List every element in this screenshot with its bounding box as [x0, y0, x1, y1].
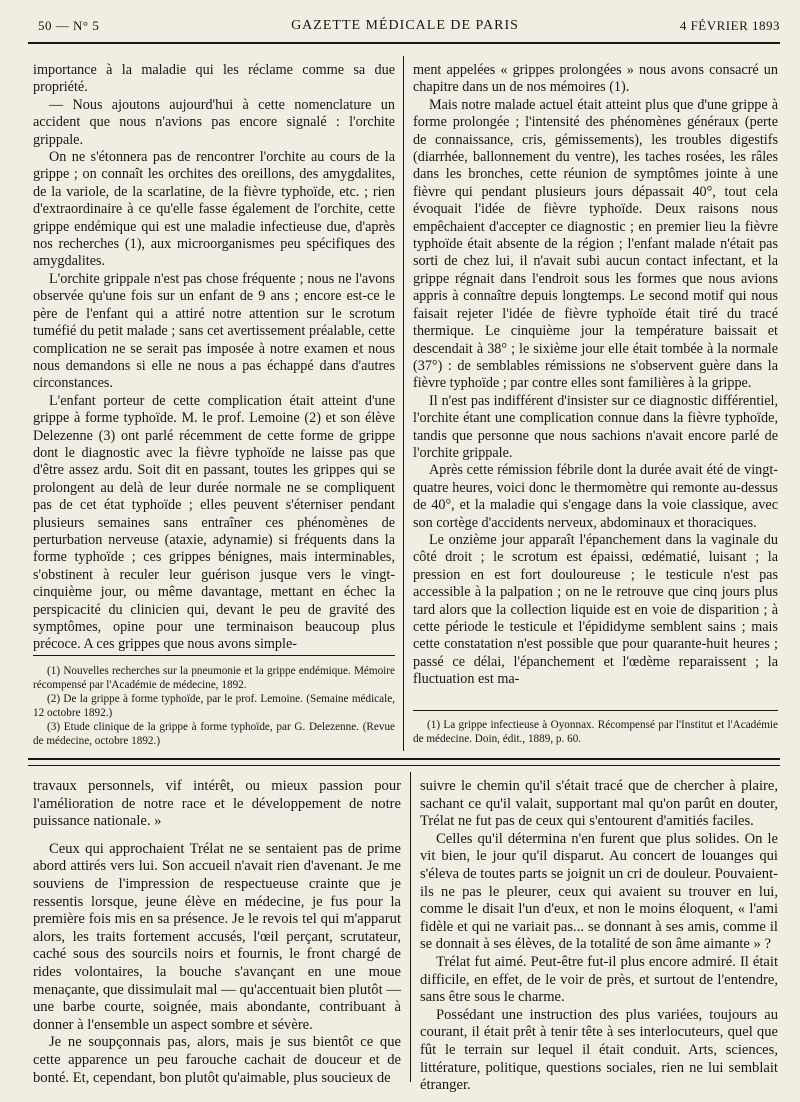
footnote: (2) De la grippe à forme typhoïde, par le prof. Lemoine. (Semaine médicale, 12 octobre 1892.) [33, 693, 395, 719]
paragraph: L'orchite grippale n'est pas chose fréquente ; nous ne l'avons observée qu'une fois sur un enfant de 9 ans ; encore est-ce le père de l'enfant qui a attiré notre attention sur le scrotum tuméfié du petit malade ; sans cet avertissement préalable, cette complication ne se serait pas imposée à notre examen et nous nous demandons si elle ne nous a pas échappé dans d'autres circonstances. [33, 270, 395, 392]
footnote: (1) Nouvelles recherches sur la pneumonie et la grippe endémique. Mémoire récompensé par l'Académie de médecine, 1892. [33, 665, 395, 691]
journal-title: GAZETTE MÉDICALE DE PARIS [291, 18, 519, 33]
column-divider [410, 772, 411, 1082]
paragraph: Possédant une instruction des plus variées, toujours au courant, il était prêt à tenir tête à ses interlocuteurs, quel que fût le terrain sur lequel il était conduit. Arts, sciences, littérature, politique, questions sociales, rien ne lui semblait étranger. [420, 1006, 778, 1094]
paragraph: importance à la maladie qui les réclame comme sa due propriété. [33, 62, 395, 96]
paragraph: — Nous ajoutons aujourd'hui à cette nomenclature un accident que nous n'avions pas encore signalé : l'orchite grippale. [33, 96, 395, 148]
bottom-right-column [420, 778, 778, 1095]
footnote: (3) Etude clinique de la grippe à forme typhoïde, par G. Delezenne. (Revue de médecine, octobre 1892.) [33, 721, 395, 747]
top-right-column [413, 62, 778, 689]
paragraph: suivre le chemin qu'il s'était tracé que de chercher à plaire, sachant ce qu'il valait, supportant mal qu'on parût en douter, Trélat ne fut pas de ceux qui s'entourent d'amitiés faciles. [420, 778, 778, 830]
top-left-column [33, 62, 395, 654]
footnote: (1) La grippe infectieuse à Oyonnax. Récompensé par l'Institut et l'Académie de médecine. Doin, édit., 1889, p. 60. [413, 719, 778, 745]
paragraph: Celles qu'il détermina n'en furent que plus solides. On le vit bien, le jour qu'il disparut. Au concert de louanges qui s'éleva de toutes parts se joignit un cri de douleur. Pouvaient-ils ne pas le pleurer, ceux qui avaient su trouver en lui, comme le disait l'un d'eux, et non le moins éloquent, « l'ami fidèle et qui ne variait pas... se donnant à ses amis, comme il se donnait à ses élèves, de la totalité de son âme aimante » ? [420, 830, 778, 953]
top-right-footnotes [413, 718, 778, 746]
paragraph: On ne s'étonnera pas de rencontrer l'orchite au cours de la grippe ; on connaît les orchites des oreillons, des amygdalites, de la variole, de la scarlatine, de la fièvre typhoïde, etc. ; rien d'extraordinaire à ce qu'elle fasse également de l'orchite, cette grippe endémique qui est une maladie infectieuse due, d'après nos recherches (1), aux microorganismes peu spécifiques des amygdalites. [33, 149, 395, 270]
paragraph: travaux personnels, vif intérêt, ou mieux passion pour l'amélioration de notre race et le développement de notre puissance nationale. » [33, 778, 401, 830]
header-rule [28, 42, 780, 44]
footnote-rule [413, 710, 778, 711]
top-left-footnotes [33, 664, 395, 748]
section-rule [28, 758, 780, 760]
running-header [30, 16, 780, 42]
issue-date: 4 FÉVRIER 1893 [679, 18, 780, 33]
paragraph: Le onzième jour apparaît l'épanchement dans la vaginale du côté droit ; le scrotum est épaissi, œdématié, luisant ; la pression en est fort douloureuse ; le testicule n'est pas accessible à la palpation ; on ne le retrouve que cinq jours plus tard alors que la collection liquide est en voie de disparition ; à cette période le testicule et l'épididyme semblent sains ; mais cette constatation n'est possible que pour quarante-huit heures ; passé ce délai, l'épanchement et l'œdème reparaissent ; la fluctuation est ma- [413, 531, 778, 688]
paragraph: ment appelées « grippes prolongées » nous avons consacré un chapitre dans un de nos mémoires (1). [413, 62, 778, 96]
footnote-rule [33, 655, 395, 656]
paragraph: Mais notre malade actuel était atteint plus que d'une grippe à forme prolongée ; l'intensité des phénomènes généraux (perte de connaissance, cris, gémissements), les troubles digestifs (diarrhée, ballonnement du ventre), les taches rosées, les râles dans les bronches, cette réunion de symptômes jointe à une fièvre qui pendant plusieurs jours dépassait 40°, tout cela évoquait l'idée de fièvre typhoïde. Deux raisons nous empêchaient d'accepter ce diagnostic ; en premier lieu la fièvre typhoïde était absente de la région ; l'enfant malade n'était pas sorti de chez lui, il n'avait subi aucun contact infectant, et la grippe régnait dans l'endroit sous les formes que nous avions appris à connaître depuis longtemps. Le second motif qui nous faisait rejeter l'idée de fièvre typhoïde était tiré du tracé thermique. Le cinquième jour la température baissait et descendait à 38° ; le sixième jour elle était tombée à la normale (37°) : de semblables rémissions ne s'observent guère dans la fièvre typhoïde ; par contre elles sont familières à la grippe. [413, 96, 778, 392]
bottom-left-column [33, 778, 401, 1087]
paragraph: Je ne soupçonnais pas, alors, mais je sus bientôt ce que cette apparence un peu farouche cachait de douceur et de bonté. Et, cependant, bon plutôt qu'aimable, plus soucieux de [33, 1034, 401, 1086]
column-divider [403, 56, 404, 751]
paragraph: Ceux qui approchaient Trélat ne se sentaient pas de prime abord attirés vers lui. Son accueil n'avait rien d'avenant. Je me souviens de l'impression de respectueuse crainte que je ressentis lorsque, jeune élève en médecine, je fus pour la première fois mis en sa présence. Je le revois tel qui m'apparut alors, les traits fortement accusés, l'œil perçant, scrutateur, caché sous des sourcils noirs et fournis, le front chargé de rides volontaires, la bouche s'avançant en une moue menaçante, que dissimulait mal — qu'accentuait bien plutôt — une barbe courte, soignée, mais abondante, contribuant à donner à l'ensemble un aspect sombre et sévère. [33, 840, 401, 1033]
section-rule-thin [28, 765, 780, 766]
paragraph: Il n'est pas indifférent d'insister sur ce diagnostic différentiel, l'orchite étant une complication connue dans la fièvre typhoïde, tandis que personne que nous sachions n'avait encore parlé de l'orchite grippale. [413, 392, 778, 461]
paragraph: Après cette rémission fébrile dont la durée avait été de vingt-quatre heures, voici donc le thermomètre qui remonte au-dessus de 40°, et la maladie qui s'engage dans la voie classique, avec son cortège d'accidents nerveux, abdominaux et thoraciques. [413, 462, 778, 531]
page-number: 50 — N° 5 [38, 18, 100, 33]
paragraph: Trélat fut aimé. Peut-être fut-il plus encore admiré. Il était difficile, en effet, de le voir de près, et surtout de l'entendre, sans être sous le charme. [420, 953, 778, 1006]
paragraph: L'enfant porteur de cette complication était atteint d'une grippe à forme typhoïde. M. le prof. Lemoine (2) et son élève Delezenne (3) ont parlé récemment de cette forme de grippe dont le diagnostic avec la fièvre typhoïde ne laisse pas que d'être assez ardu. Soit dit en passant, toutes les grippes qui se prolongent au delà de leur durée normale ne se compliquent pas de cet état typhoïde ; elles peuvent s'éterniser pendant plusieurs semaines sans entraîner ces phénomènes de perturbation nerveuse (ataxie, adynamie) si fréquents dans la forme typhoïde ; ces grippes bénignes, mais interminables, s'obstinent à reculer leur guérison jusque vers le vingt-cinquième jour, ou même davantage, mettant en échec la perspicacité du clinicien qui, devant le peu de gravité des symptômes, opine pour une terminaison beaucoup plus précoce. A ces grippes que nous avons simple- [33, 392, 395, 653]
